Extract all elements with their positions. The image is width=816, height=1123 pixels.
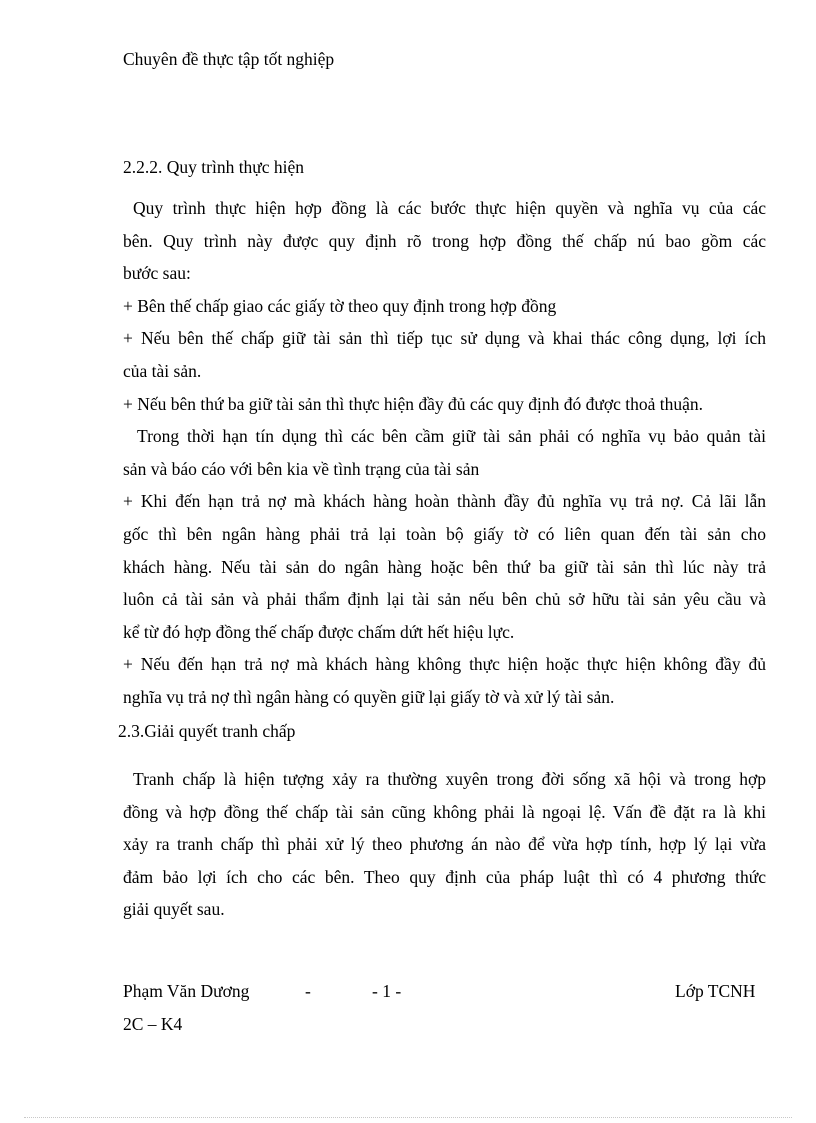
footer-class: Lớp TCNH — [675, 981, 756, 1001]
body-line: giải quyết sau. — [123, 899, 225, 920]
body-line: + Nếu bên thế chấp giữ tài sản thì tiếp tục sử dụng và khai thác công dụng, lợi ích — [123, 328, 766, 349]
section-heading-2-3: 2.3.Giải quyết tranh chấp — [118, 721, 296, 741]
body-line: Quy trình thực hiện hợp đồng là các bước thực hiện quyền và nghĩa vụ của các — [133, 198, 766, 218]
body-line: nghĩa vụ trả nợ thì ngân hàng có quyền giữ lại giấy tờ và xử lý tài sản. — [123, 686, 615, 707]
body-line: + Nếu bên thứ ba giữ tài sản thì thực hiện đầy đủ các quy định đó được thoả thuận. — [123, 393, 703, 414]
body-line: + Khi đến hạn trả nợ mà khách hàng hoàn thành đầy đủ nghĩa vụ trả nợ. Cả lãi lẫn — [123, 491, 766, 512]
body-line: khách hàng. Nếu tài sản do ngân hàng hoặc bên thứ ba giữ tài sản thì lúc này trả — [123, 556, 766, 577]
page-header-title: Chuyên đề thực tập tốt nghiệp — [123, 49, 335, 69]
body-line: Tranh chấp là hiện tượng xảy ra thường xuyên trong đời sống xã hội và trong hợp — [133, 769, 766, 789]
footer-dash: - — [305, 981, 311, 1001]
body-line: kể từ đó hợp đồng thế chấp được chấm dứt hết hiệu lực. — [123, 621, 515, 642]
body-line: Trong thời hạn tín dụng thì các bên cầm giữ tài sản phải có nghĩa vụ bảo quản tài — [137, 426, 766, 447]
body-line: gốc thì bên ngân hàng phải trả lại toàn bộ giấy tờ có liên quan đến tài sản cho — [123, 523, 766, 544]
body-line: + Nếu đến hạn trả nợ mà khách hàng không thực hiện hoặc thực hiện không đầy đủ — [123, 654, 766, 675]
body-line: sản và báo cáo với bên kia về tình trạng của tài sản — [123, 458, 480, 479]
body-line: bên. Quy trình này được quy định rõ trong hợp đồng thế chấp nú bao gồm các — [123, 230, 766, 251]
section-body-2-3 — [123, 763, 766, 926]
body-line: đồng và hợp đồng thế chấp tài sản cũng không phải là ngoại lệ. Vấn đề đặt ra là khi — [123, 801, 766, 822]
body-line: bước sau: — [123, 263, 191, 284]
footer-page-number: - 1 - — [372, 981, 402, 1001]
body-line: xảy ra tranh chấp thì phải xử lý theo phương án nào để vừa hợp tính, hợp lý lại vừa — [123, 834, 766, 855]
section-body-2-2-2 — [123, 192, 766, 714]
section-heading-2-2-2: 2.2.2. Quy trình thực hiện — [123, 157, 305, 177]
body-line: đảm bảo lợi ích cho các bên. Theo quy định của pháp luật thì có 4 phương thức — [123, 866, 766, 887]
footer-class-line-2: 2C – K4 — [123, 1014, 183, 1034]
body-line: + Bên thế chấp giao các giấy tờ theo quy định trong hợp đồng — [123, 295, 557, 316]
page-bottom-divider — [24, 1117, 792, 1118]
body-line: của tài sản. — [123, 360, 202, 381]
footer-author: Phạm Văn Dương — [123, 981, 250, 1001]
body-line: luôn cả tài sản và phải thẩm định lại tài sản nếu bên chủ sở hữu tài sản yêu cầu và — [123, 589, 766, 610]
